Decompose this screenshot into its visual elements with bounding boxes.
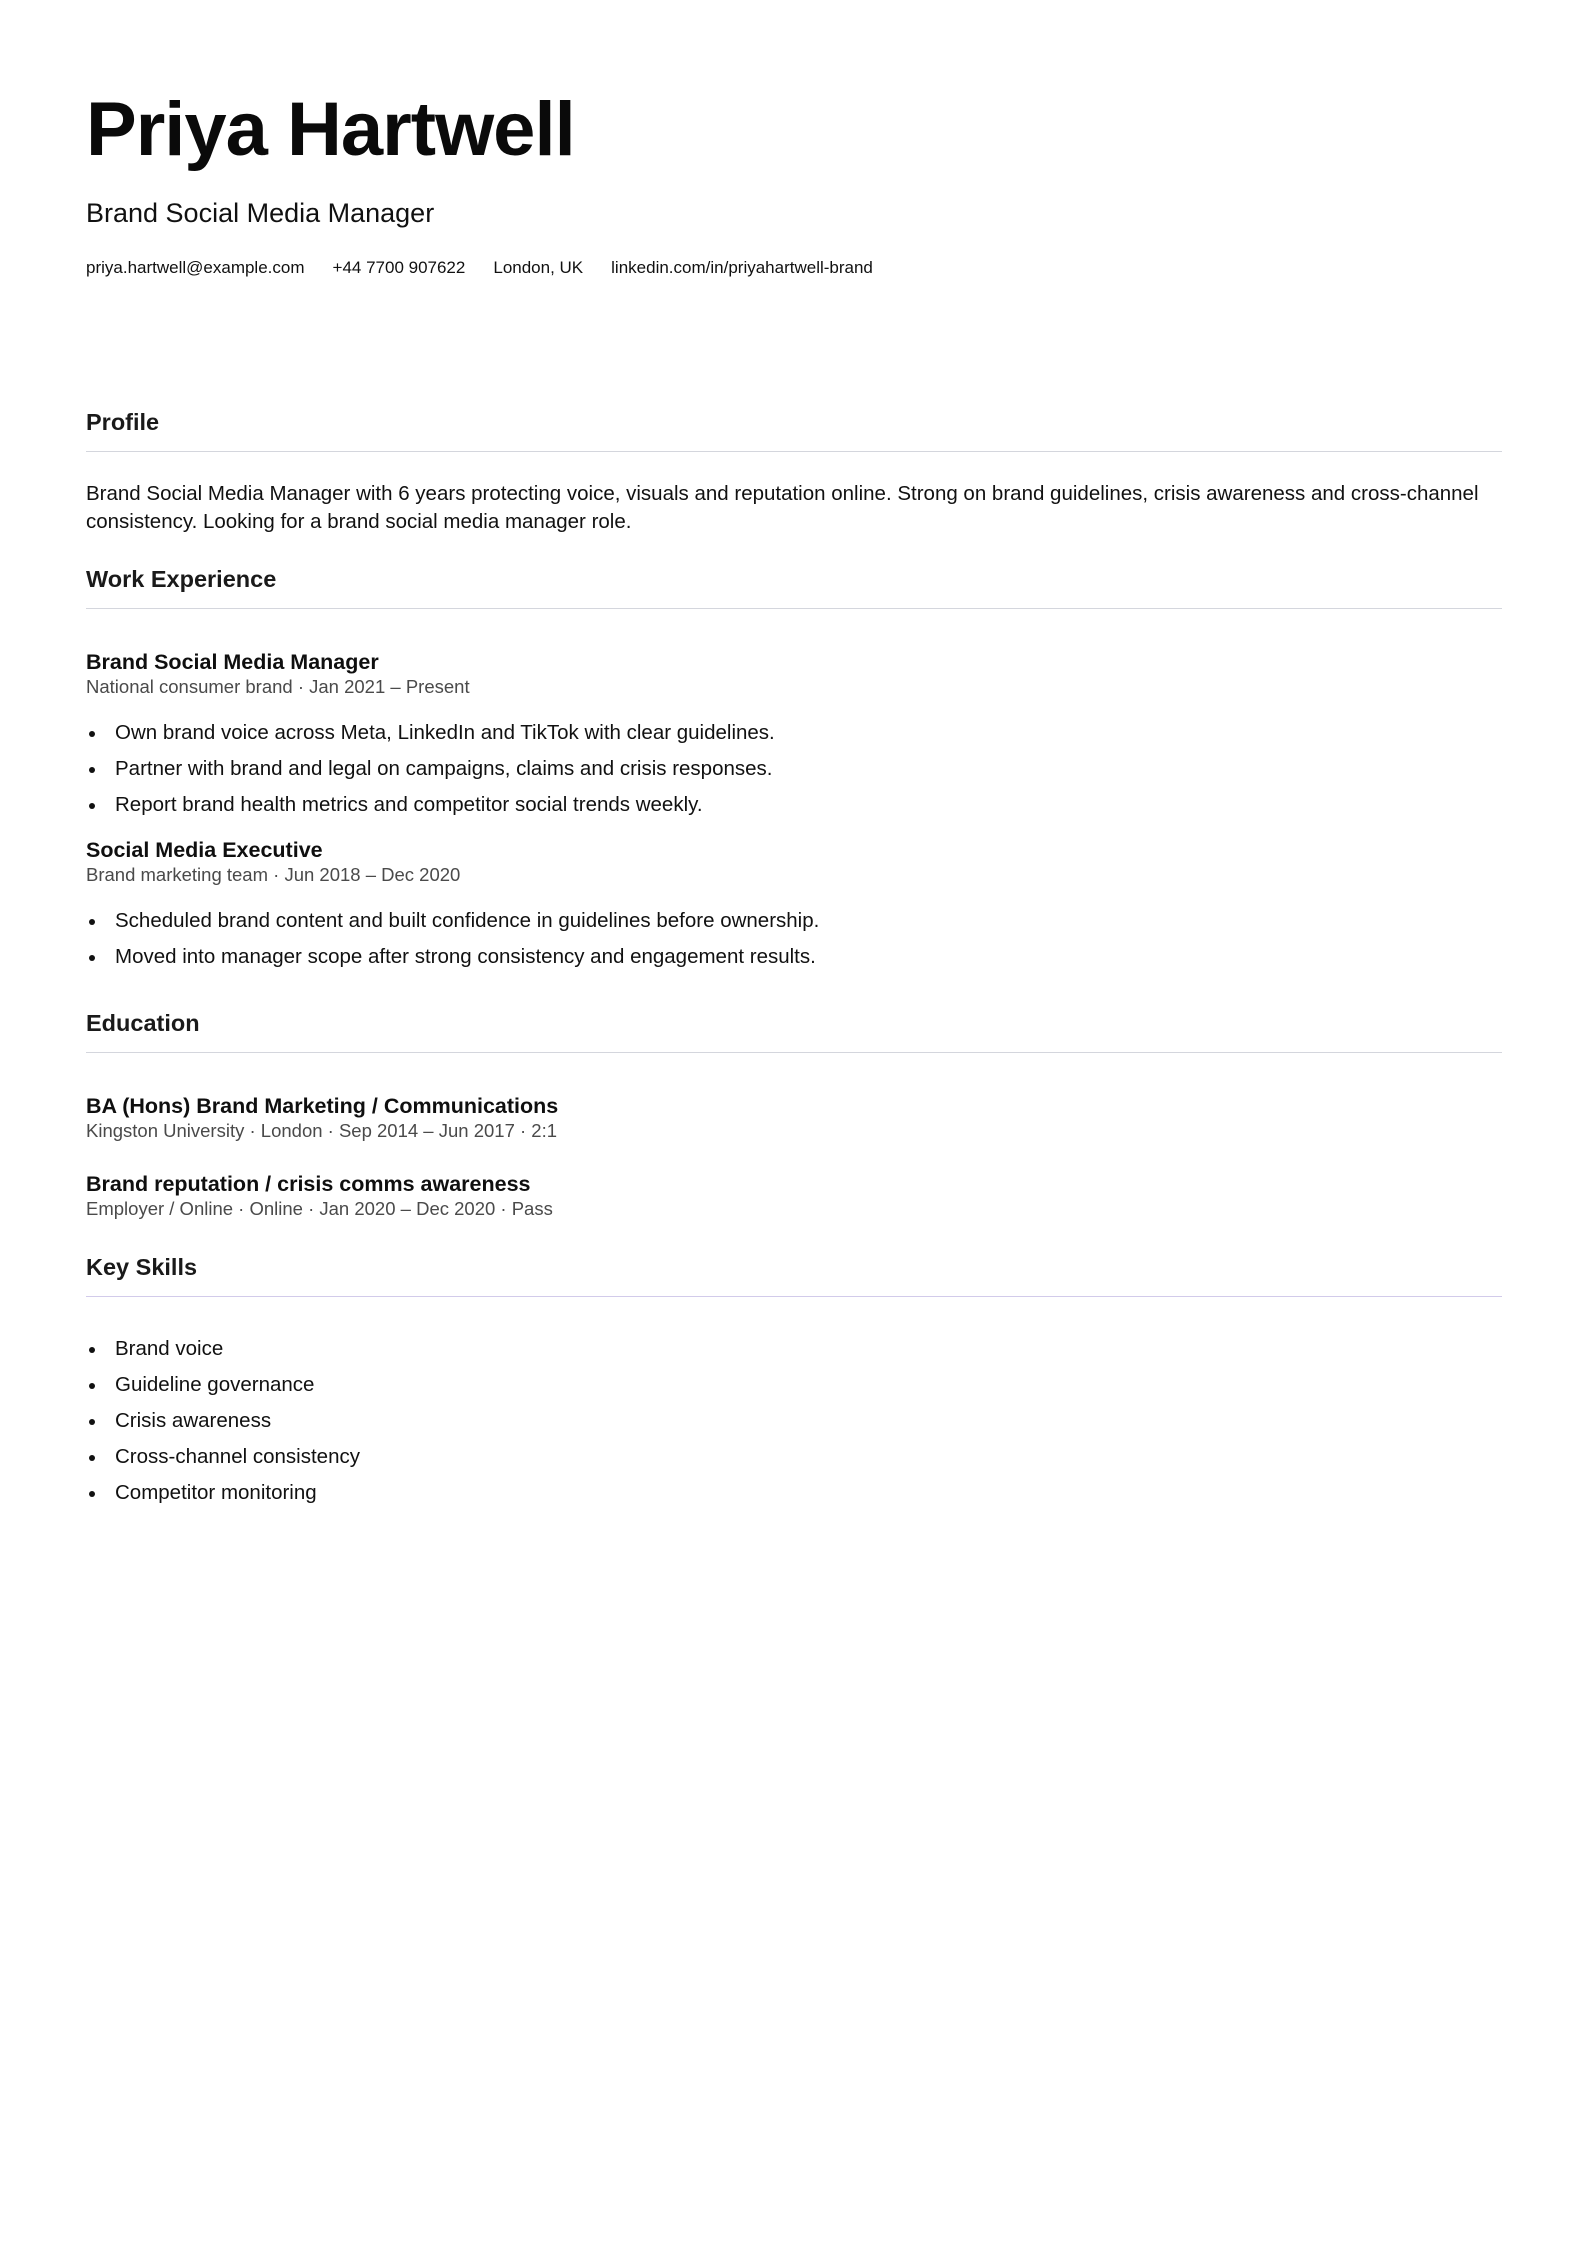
section-divider: [86, 1296, 1502, 1297]
education-title: Brand reputation / crisis comms awareness: [86, 1172, 531, 1196]
experience-heading: Work Experience: [86, 566, 277, 592]
contact-location: London, UK: [493, 258, 584, 277]
education-section: [86, 1010, 1502, 1221]
job-meta: Brand marketing team · Jun 2018 – Dec 2020: [86, 864, 461, 885]
education-meta: Kingston University · London · Sep 2014 – Jun 2017 · 2:1: [86, 1120, 558, 1141]
job-entry: [86, 649, 1502, 823]
section-divider: [86, 451, 1502, 452]
job-bullet: Partner with brand and legal on campaigns, claims and crisis responses.: [86, 751, 1502, 787]
job-bullet: Moved into manager scope after strong consistency and engagement results.: [86, 939, 1502, 975]
job-bullet: Own brand voice across Meta, LinkedIn and TikTok with clear guidelines.: [86, 715, 1502, 751]
contact-email[interactable]: priya.hartwell@example.com: [86, 258, 305, 277]
job-bullets: [86, 903, 1502, 975]
profile-summary: Brand Social Media Manager with 6 years protecting voice, visuals and reputation online. Strong on brand guidelines, crisis awareness and cross-channel consistency. Looking for a brand social media manager role.: [86, 482, 1479, 533]
education-title: BA (Hons) Brand Marketing / Communications: [86, 1094, 559, 1118]
contact-phone[interactable]: +44 7700 907622: [332, 258, 466, 277]
skill-item: Crisis awareness: [86, 1403, 1502, 1439]
job-bullet: Scheduled brand content and built confidence in guidelines before ownership.: [86, 903, 1502, 939]
education-meta: Employer / Online · Online · Jan 2020 – Dec 2020 · Pass: [86, 1198, 553, 1219]
section-divider: [86, 608, 1502, 609]
skill-item: Brand voice: [86, 1331, 1502, 1367]
skills-list: [86, 1331, 1502, 1511]
job-role: Social Media Executive: [86, 838, 323, 862]
job-role: Brand Social Media Manager: [86, 650, 379, 674]
profile-section: [86, 409, 1502, 536]
job-bullets: [86, 715, 1502, 823]
skill-item: Cross-channel consistency: [86, 1439, 1502, 1475]
section-divider: [86, 1052, 1502, 1053]
profile-heading: Profile: [86, 409, 160, 435]
contact-row: [86, 258, 873, 278]
skills-heading: Key Skills: [86, 1254, 198, 1280]
job-entry: [86, 837, 1502, 975]
job-bullet: Report brand health metrics and competitor social trends weekly.: [86, 787, 1502, 823]
education-entry: [86, 1171, 1502, 1221]
skills-section: [86, 1254, 1502, 1511]
candidate-title: Brand Social Media Manager: [86, 198, 435, 228]
skill-item: Guideline governance: [86, 1367, 1502, 1403]
experience-section: [86, 566, 1502, 975]
education-heading: Education: [86, 1010, 200, 1036]
education-entry: [86, 1093, 1502, 1143]
candidate-name: Priya Hartwell: [86, 87, 575, 172]
job-meta: National consumer brand · Jan 2021 – Present: [86, 676, 470, 697]
skill-item: Competitor monitoring: [86, 1475, 1502, 1511]
contact-linkedin[interactable]: linkedin.com/in/priyahartwell-brand: [611, 258, 873, 277]
